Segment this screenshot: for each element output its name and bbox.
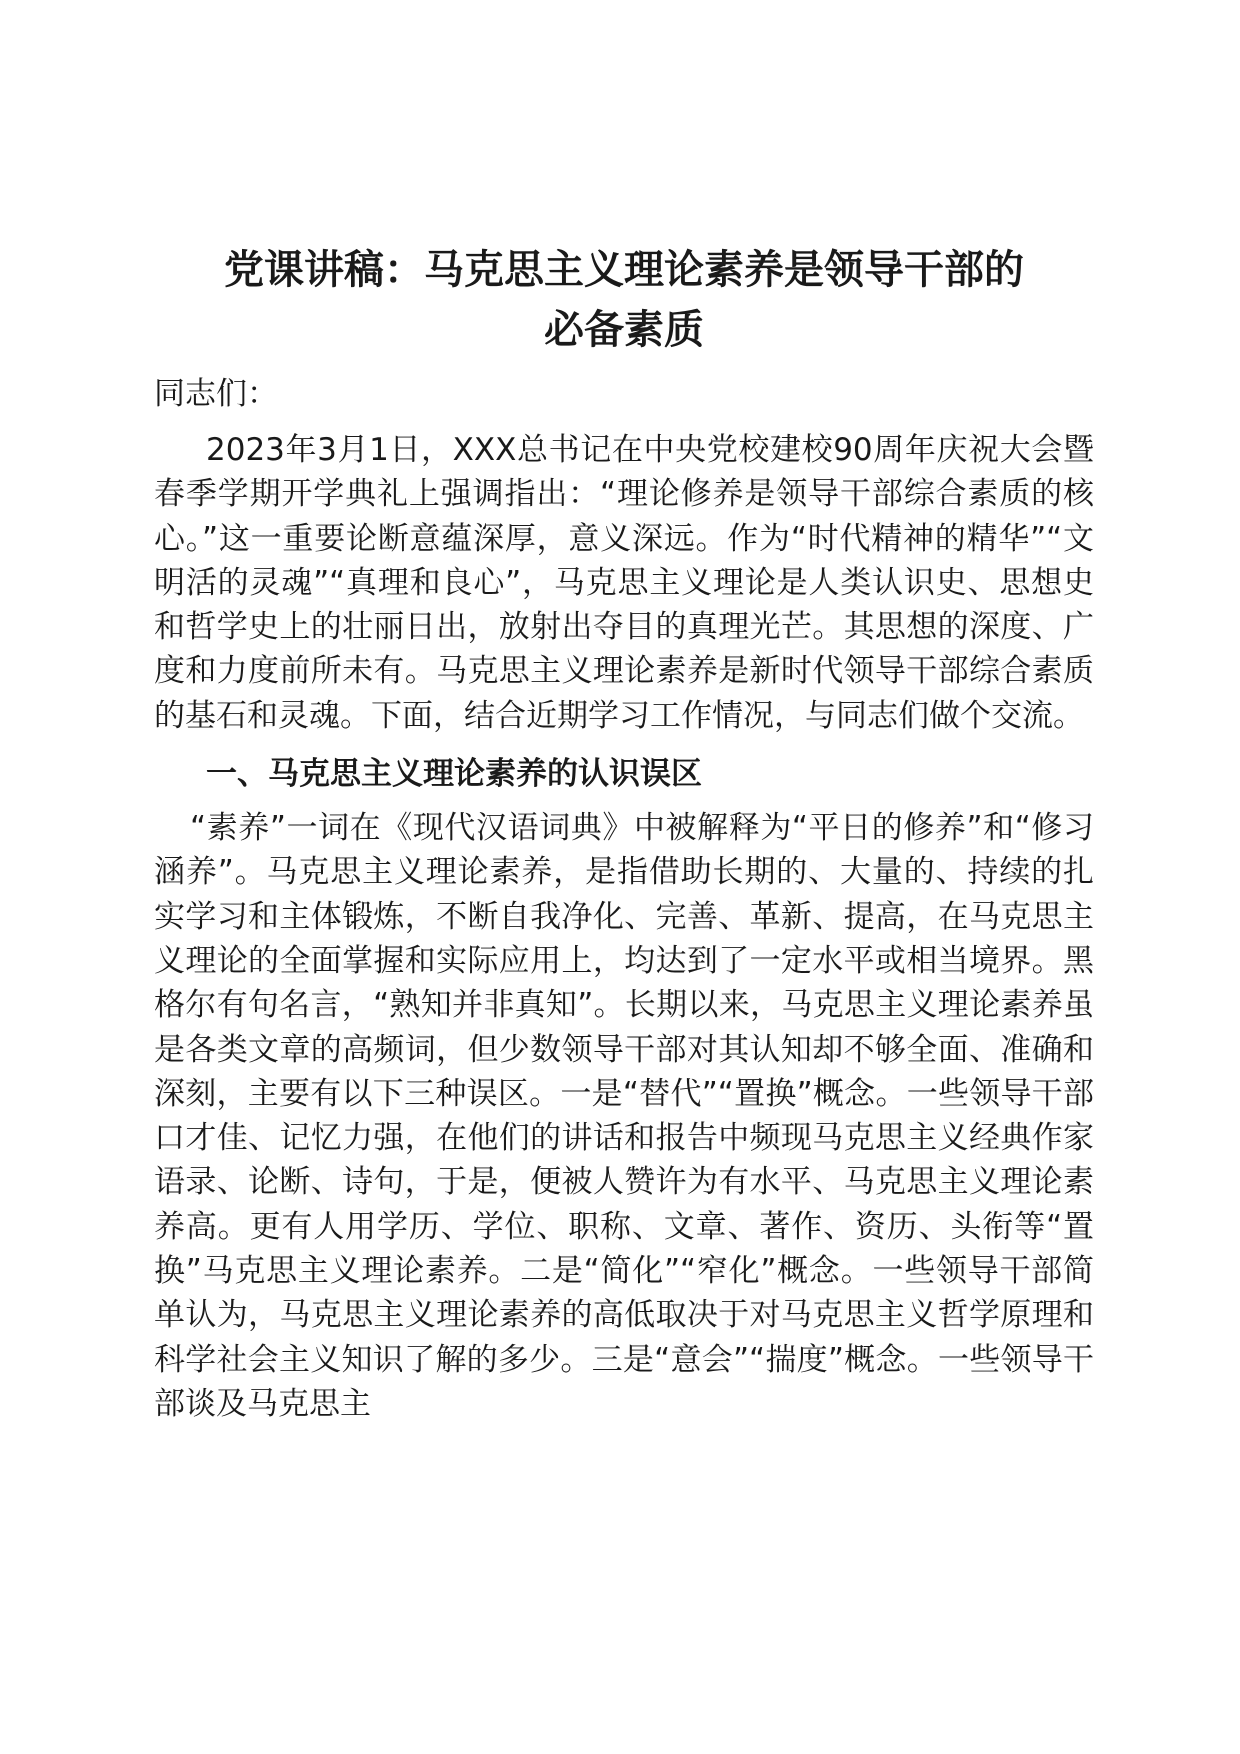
document-title — [154, 240, 1094, 360]
paragraph-misconceptions: “素养”一词在《现代汉语词典》中被解释为“平日的修养”和“修习涵养”。马克思主义理论素养，是指借助长期的、大量的、持续的扎实学习和主体锻炼，不断自我净化、完善、革新、提高，在马克思主义理论的全面掌握和实际应用上，均达到了一定水平或相当境界。黑格尔有句名言，“熟知并非真知”。长期以来，马克思主义理论素养虽是各类文章的高频词，但少数领导干部对其认知却不够全面、准确和深刻，主要有以下三种误区。一是“替代”“置换”概念。一些领导干部口才佳、记忆力强，在他们的讲话和报告中频现马克思主义经典作家语录、论断、诗句，于是，便被人赞许为有水平、马克思主义理论素养高。更有人用学历、学位、职称、文章、著作、资历、头衔等“置换”马克思主义理论素养。二是“简化”“窄化”概念。一些领导干部简单认为，马克思主义理论素养的高低取决于对马克思主义哲学原理和科学社会主义知识了解的多少。三是“意会”“揣度”概念。一些领导干部谈及马克思主 — [154, 810, 1094, 1422]
salutation: 同志们： — [154, 376, 278, 412]
document-page — [154, 240, 1094, 1426]
title-line-2: 必备素质 — [544, 307, 704, 353]
paragraph-intro: 2023年3月1日，XXX总书记在中央党校建校90周年庆祝大会暨春季学期开学典礼上强调指出：“理论修养是领导干部综合素质的核心。”这一重要论断意蕴深厚，意义深远。作为“时代精神的精华”“文明活的灵魂”“真理和良心”，马克思主义理论是人类认识史、思想史和哲学史上的壮丽日出，放射出夺目的真理光芒。其思想的深度、广度和力度前所未有。马克思主义理论素养是新时代领导干部综合素质的基石和灵魂。下面，结合近期学习工作情况，与同志们做个交流。 — [154, 432, 1094, 734]
section-heading-1: 一、马克思主义理论素养的认识误区 — [206, 756, 702, 793]
title-line-1: 党课讲稿：马克思主义理论素养是领导干部的 — [224, 247, 1024, 293]
